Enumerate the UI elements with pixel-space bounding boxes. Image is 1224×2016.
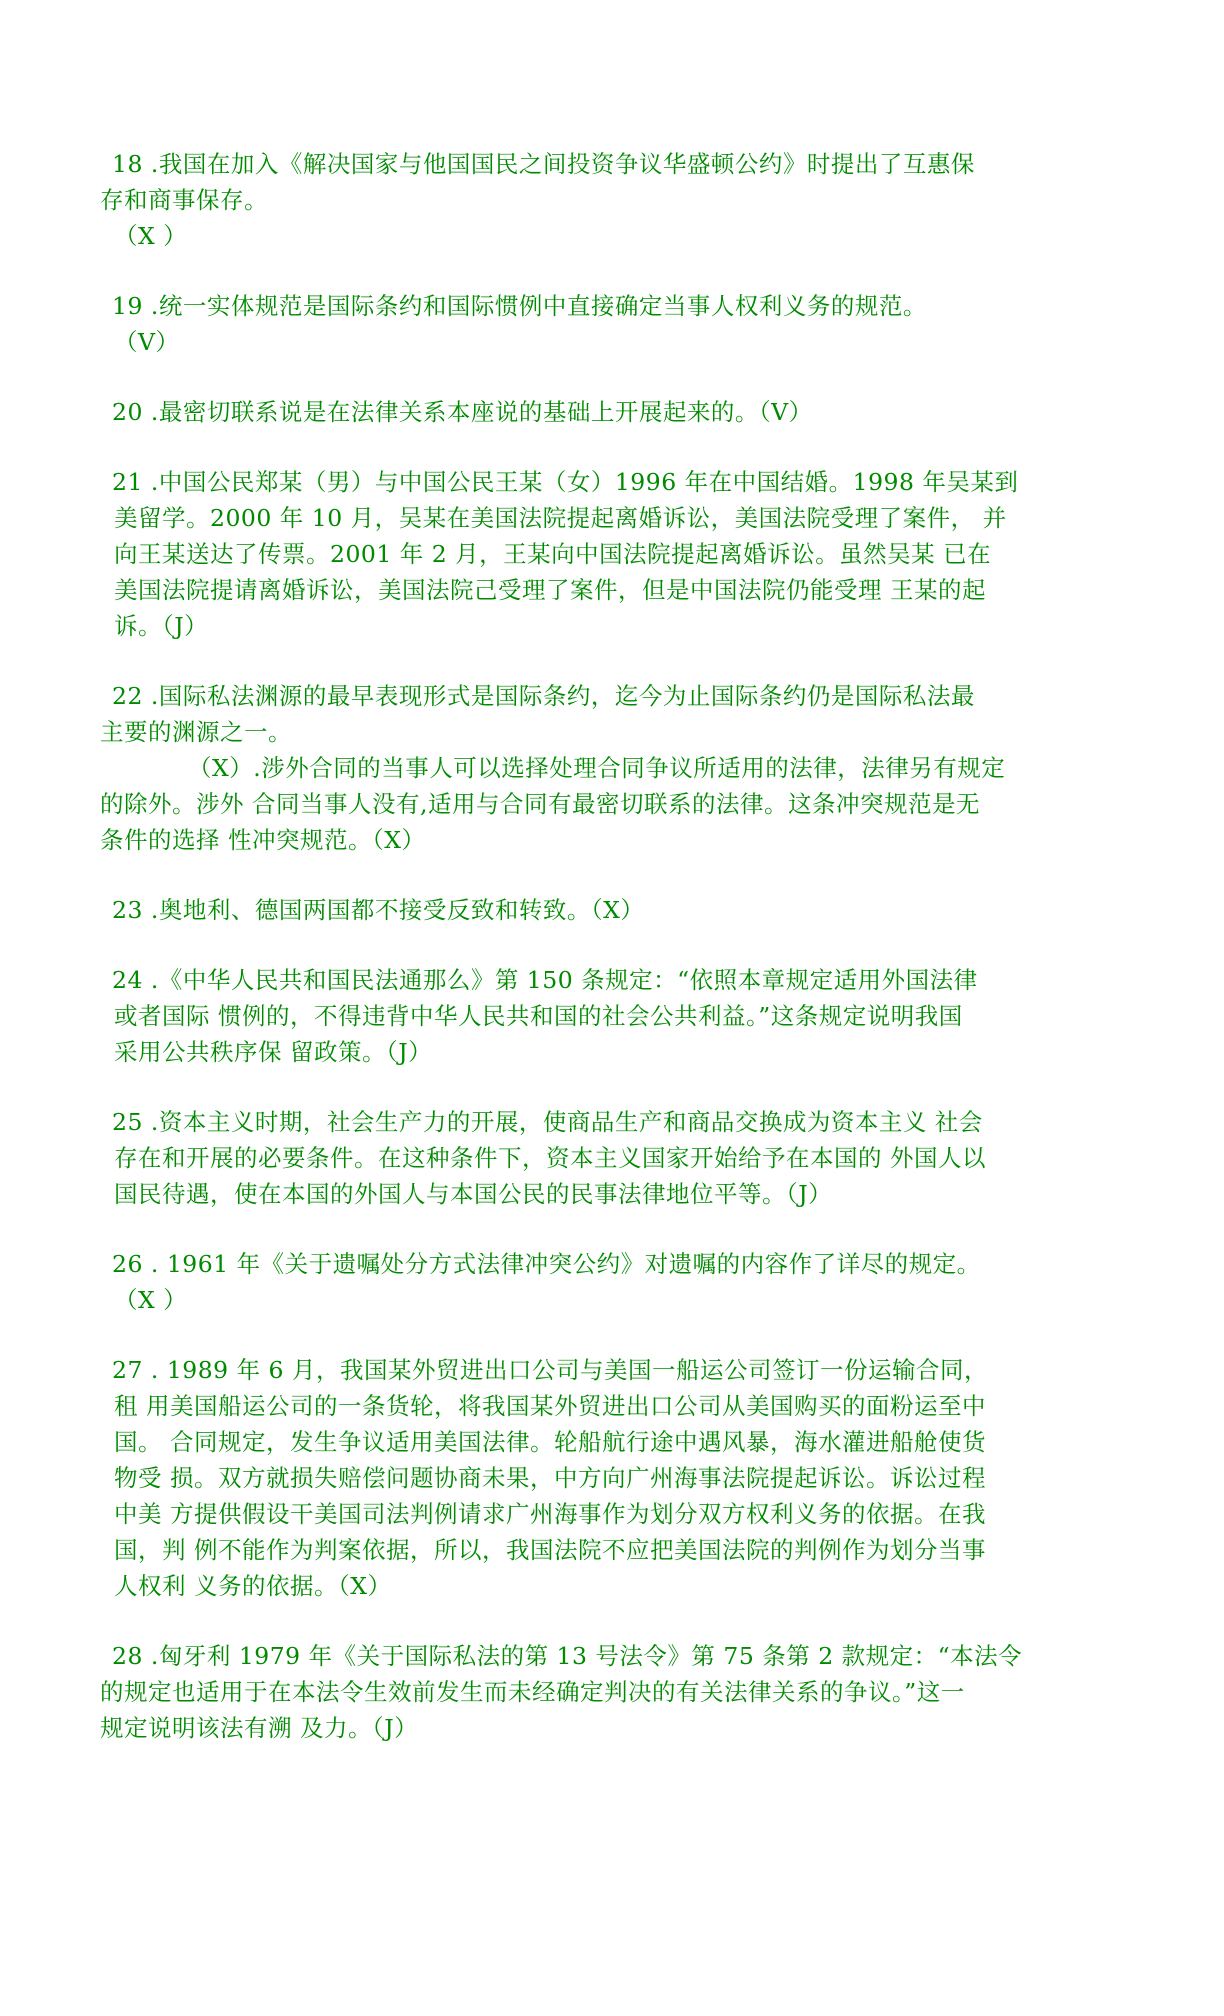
question-line: 中美 方提供假设干美国司法判例请求广州海事作为划分双方权利义务的依据。在我 <box>114 1500 986 1528</box>
question-line: 主要的渊源之一。 <box>100 718 292 746</box>
question-line: 存在和开展的必要条件。在这种条件下，资本主义国家开始给予在本国的 外国人以 <box>114 1144 986 1172</box>
question-line: 存和商事保存。 <box>100 186 268 214</box>
answer-mark: （X ） <box>114 1286 188 1314</box>
question-22 <box>100 678 1140 858</box>
document-body <box>100 146 1140 1746</box>
question-21 <box>100 464 1140 644</box>
question-line: 美国法院提请离婚诉讼，美国法院己受理了案件，但是中国法院仍能受理 王某的起 <box>114 576 986 604</box>
question-line: 条件的选择 性冲突规范。（X） <box>100 826 426 854</box>
question-line: 25 .资本主义时期，社会生产力的开展，使商品生产和商品交换成为资本主义 社会 <box>112 1108 983 1136</box>
question-line: 或者国际 惯例的，不得违背中华人民共和国的社会公共利益。”这条规定说明我国 <box>114 1002 963 1030</box>
question-line: 23 .奥地利、德国两国都不接受反致和转致。（X） <box>112 896 645 924</box>
question-26 <box>100 1246 1140 1318</box>
question-line: 的规定也适用于在本法令生效前发生而未经确定判决的有关法律关系的争议。”这一 <box>100 1678 965 1706</box>
question-23 <box>100 892 1140 928</box>
question-19 <box>100 288 1140 360</box>
question-line: 19 .统一实体规范是国际条约和国际惯例中直接确定当事人权利义务的规范。 <box>112 292 927 320</box>
question-27 <box>100 1352 1140 1604</box>
question-line: 27 . 1989 年 6 月，我国某外贸进出口公司与美国一船运公司签订一份运输合同， <box>112 1356 988 1384</box>
question-line: 22 .国际私法渊源的最早表现形式是国际条约，迄今为止国际条约仍是国际私法最 <box>112 682 975 710</box>
question-line: 租 用美国船运公司的一条货轮，将我国某外贸进出口公司从美国购买的面粉运至中 <box>114 1392 986 1420</box>
question-line: 国。 合同规定，发生争议适用美国法律。轮船航行途中遇风暴，海水灌进船舱使货 <box>114 1428 986 1456</box>
question-25 <box>100 1104 1140 1212</box>
question-line: 21 .中国公民郑某（男）与中国公民王某（女）1996 年在中国结婚。1998 年吴某到 <box>112 468 1019 496</box>
question-line: 28 .匈牙利 1979 年《关于国际私法的第 13 号法令》第 75 条第 2 款规定：“本法令 <box>112 1642 1023 1670</box>
question-line: （X）.涉外合同的当事人可以选择处理合同争议所适用的法律，法律另有规定 <box>188 754 1006 782</box>
question-line: 向王某送达了传票。2001 年 2 月，王某向中国法院提起离婚诉讼。虽然吴某 已在 <box>114 540 992 568</box>
question-line: 26 . 1961 年《关于遗嘱处分方式法律冲突公约》对遗嘱的内容作了详尽的规定。 <box>112 1250 981 1278</box>
question-20 <box>100 394 1140 430</box>
question-line: 国民待遇，使在本国的外国人与本国公民的民事法律地位平等。（J） <box>114 1180 833 1208</box>
question-line: 规定说明该法有溯 及力。（J） <box>100 1714 419 1742</box>
question-line: 20 .最密切联系说是在法律关系本座说的基础上开展起来的。（V） <box>112 398 813 426</box>
question-18 <box>100 146 1140 254</box>
question-line: 人权利 义务的依据。（X） <box>114 1572 392 1600</box>
question-28 <box>100 1638 1140 1746</box>
question-line: 的除外。涉外 合同当事人没有,适用与合同有最密切联系的法律。这条冲突规范是无 <box>100 790 980 818</box>
question-line: 18 .我国在加入《解决国家与他国国民之间投资争议华盛顿公约》时提出了互惠保 <box>112 150 975 178</box>
question-line: 美留学。2000 年 10 月，吴某在美国法院提起离婚诉讼，美国法院受理了案件， 并 <box>114 504 1007 532</box>
answer-mark: （X ） <box>114 222 188 250</box>
answer-mark: （V） <box>114 328 180 356</box>
question-line: 24 .《中华人民共和国民法通那么》第 150 条规定：“依照本章规定适用外国法律 <box>112 966 978 994</box>
question-line: 国，判 例不能作为判案依据，所以，我国法院不应把美国法院的判例作为划分当事 <box>114 1536 986 1564</box>
question-line: 采用公共秩序保 留政策。（J） <box>114 1038 433 1066</box>
question-24 <box>100 962 1140 1070</box>
question-line: 诉。（J） <box>114 612 209 640</box>
question-line: 物受 损。双方就损失赔偿问题协商未果，中方向广州海事法院提起诉讼。诉讼过程 <box>114 1464 986 1492</box>
